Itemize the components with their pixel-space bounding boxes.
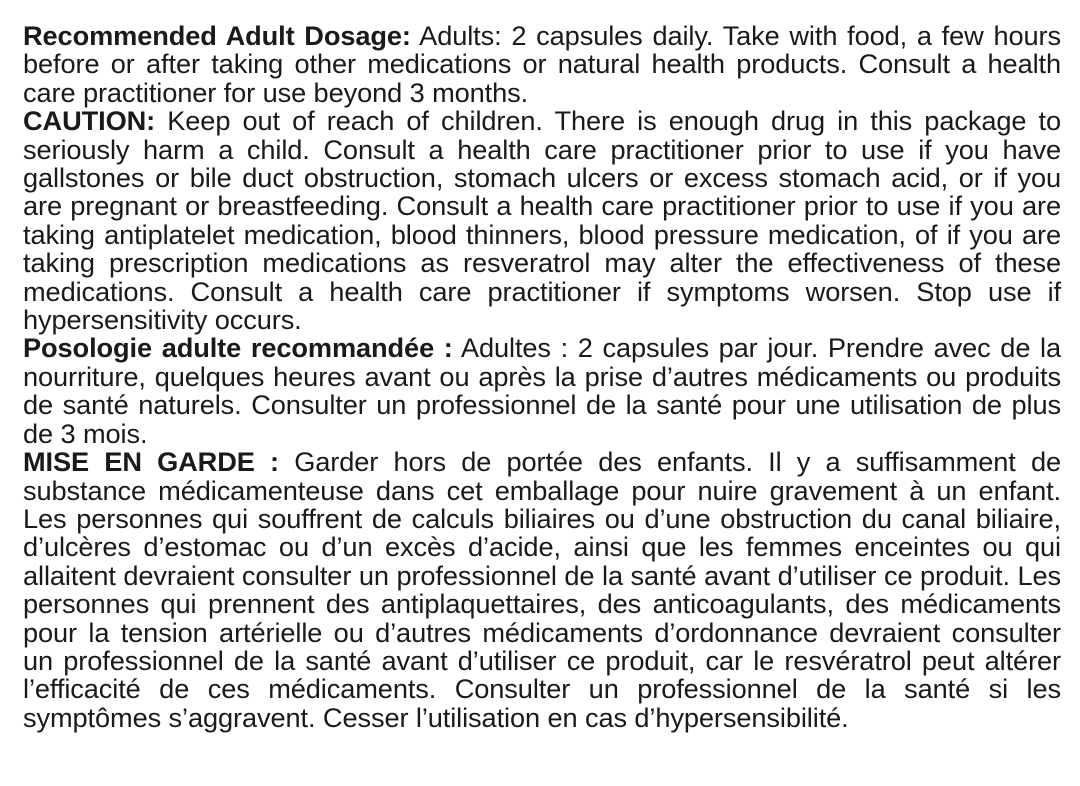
product-label-text: [23, 22, 1061, 732]
dosage-paragraph-en: [23, 22, 1061, 107]
caution-text-en: Keep out of reach of children. There is enough drug in this package to seriously harm a child. Consult a health care practitioner prior to use if you have gallstones or bile duct obstruction, stomach ulcers or excess stomach acid, or if you are pregnant or breastfeeding. Consult a health care practitioner prior to use if you are taking antiplatelet medication, blood thinners, blood pressure medication, of if you are taking prescription medications as resveratrol may alter the effectiveness of these medications. Consult a health care practitioner if symptoms worsen. Stop use if hypersensitivity occurs.: [23, 105, 1061, 336]
dosage-paragraph-fr: [23, 334, 1061, 448]
dosage-heading-fr: Posologie adulte recommandée :: [23, 332, 453, 364]
caution-heading-fr: MISE EN GARDE :: [23, 446, 279, 478]
dosage-heading-en: Recommended Adult Dosage:: [23, 20, 411, 51]
caution-paragraph-en: [23, 107, 1061, 334]
caution-text-fr: Garder hors de portée des enfants. Il y a suffisamment de substance médicamenteuse dans cet emballage pour nuire gravement à un enfant. Les personnes qui souffrent de calculs biliaires ou d’une obstruction du canal biliaire, d’ulcères d’estomac ou d’un excès d’acide, ainsi que les femmes enceintes ou qui allaitent devraient consulter un professionnel de la santé avant d’utiliser ce produit. Les personnes qui prennent des antiplaquettaires, des anticoagulants, des médicaments pour la tension artérielle ou d’autres médicaments d’ordonnance devraient consulter un professionnel de la santé avant d’utiliser ce produit, car le resvératrol peut altérer l’efficacité de ces médicaments. Consulter un professionnel de la santé si les symptômes s’aggravent. Cesser l’utilisation en cas d’hypersensibilité.: [23, 446, 1061, 733]
caution-heading-en: CAUTION:: [23, 105, 156, 137]
caution-paragraph-fr: [23, 448, 1061, 732]
dosage-text-en: Adults: 2 capsules daily. Take with food, a few hours before or after taking other medications or natural health products. Consult a health care practitioner for use beyond 3 months.: [23, 20, 1061, 108]
dosage-text-fr: Adultes : 2 capsules par jour. Prendre avec de la nourriture, quelques heures avant ou après la prise d’autres médicaments ou produits de santé naturels. Consulter un professionnel de la santé pour une utilisation de plus de 3 mois.: [23, 332, 1061, 449]
